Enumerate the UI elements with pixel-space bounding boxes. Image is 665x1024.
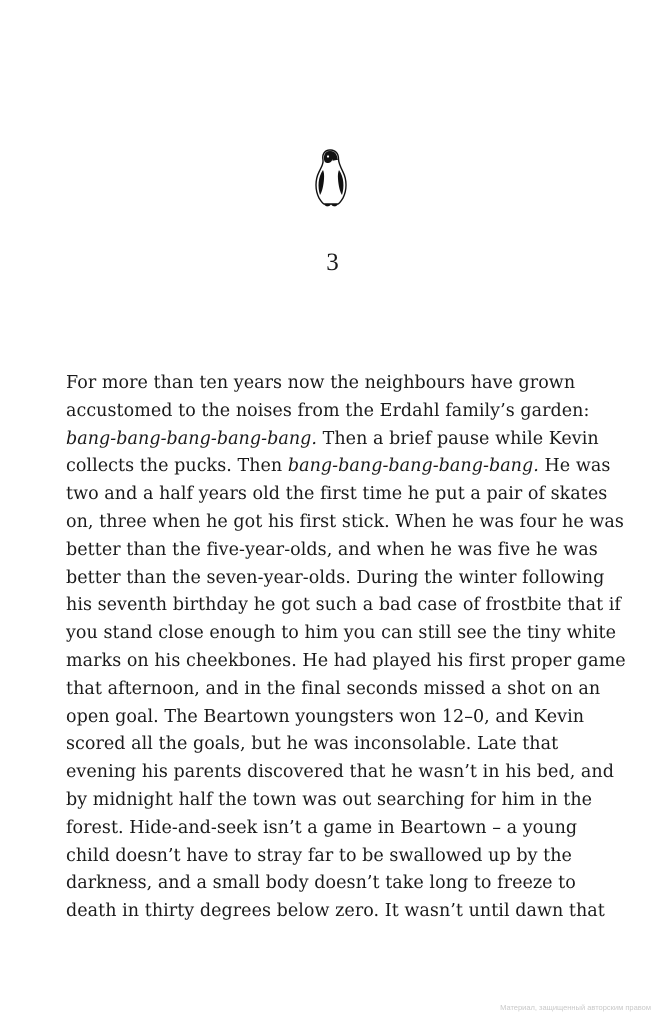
text-line <box>66 537 626 565</box>
text-line <box>66 787 626 815</box>
text-line <box>66 843 626 871</box>
text-segment: open goal. The Beartown youngsters won 12–0, and Kevin <box>66 706 585 727</box>
text-segment: For more than ten years now the neighbours have grown <box>66 373 576 393</box>
text-line <box>66 398 626 426</box>
text-line <box>66 759 626 787</box>
penguin-icon <box>311 148 351 208</box>
chapter-number: 3 <box>326 249 339 276</box>
text-segment: that afternoon, and in the final seconds missed a shot on an <box>66 678 601 699</box>
text-segment: Then a brief pause while Kevin <box>317 428 599 449</box>
text-line <box>66 815 626 843</box>
text-segment: on, three when he got his first stick. When he was four he was <box>66 511 624 532</box>
text-line <box>66 509 626 537</box>
text-line <box>66 731 626 759</box>
text-line <box>66 620 626 648</box>
text-segment: his seventh birthday he got such a bad case of frostbite that if <box>66 595 621 616</box>
text-line <box>66 870 626 898</box>
text-line <box>66 453 626 481</box>
text-segment: scored all the goals, but he was inconsolable. Late that <box>66 734 559 755</box>
text-line <box>66 370 626 398</box>
text-segment: accustomed to the noises from the Erdahl family’s garden: <box>66 400 590 421</box>
text-line <box>66 592 626 620</box>
text-segment: collects the pucks. Then <box>66 456 288 477</box>
text-line <box>66 648 626 676</box>
text-segment: by midnight half the town was out searching for him in the <box>66 789 593 810</box>
italic-text-segment: bang-bang-bang-bang-bang. <box>66 428 318 449</box>
text-segment: better than the seven-year-olds. During the winter following <box>66 567 605 588</box>
text-segment: child doesn’t have to stray far to be swallowed up by the <box>66 845 572 866</box>
text-line <box>66 898 626 926</box>
italic-text-segment: bang-bang-bang-bang-bang. <box>287 456 539 477</box>
text-segment: better than the five-year-olds, and when he was five he was <box>66 539 598 560</box>
text-segment: death in thirty degrees below zero. It wasn’t until dawn that <box>66 901 605 922</box>
text-line <box>66 426 626 454</box>
text-line <box>66 565 626 593</box>
text-segment: marks on his cheekbones. He had played his first proper game <box>66 650 626 671</box>
copyright-watermark: Материал, защищенный авторским правом <box>500 1003 651 1012</box>
text-segment: forest. Hide-and-seek isn’t a game in Beartown – a young <box>66 817 578 838</box>
text-segment: you stand close enough to him you can still see the tiny white <box>66 623 617 644</box>
text-line <box>66 481 626 509</box>
text-segment: He was <box>538 456 611 477</box>
text-line <box>66 704 626 732</box>
text-line <box>66 676 626 704</box>
text-segment: two and a half years old the first time he put a pair of skates <box>66 484 608 505</box>
text-segment: evening his parents discovered that he wasn’t in his bed, and <box>66 762 614 783</box>
text-segment: darkness, and a small body doesn’t take long to freeze to <box>66 873 576 894</box>
body-text <box>66 370 626 926</box>
